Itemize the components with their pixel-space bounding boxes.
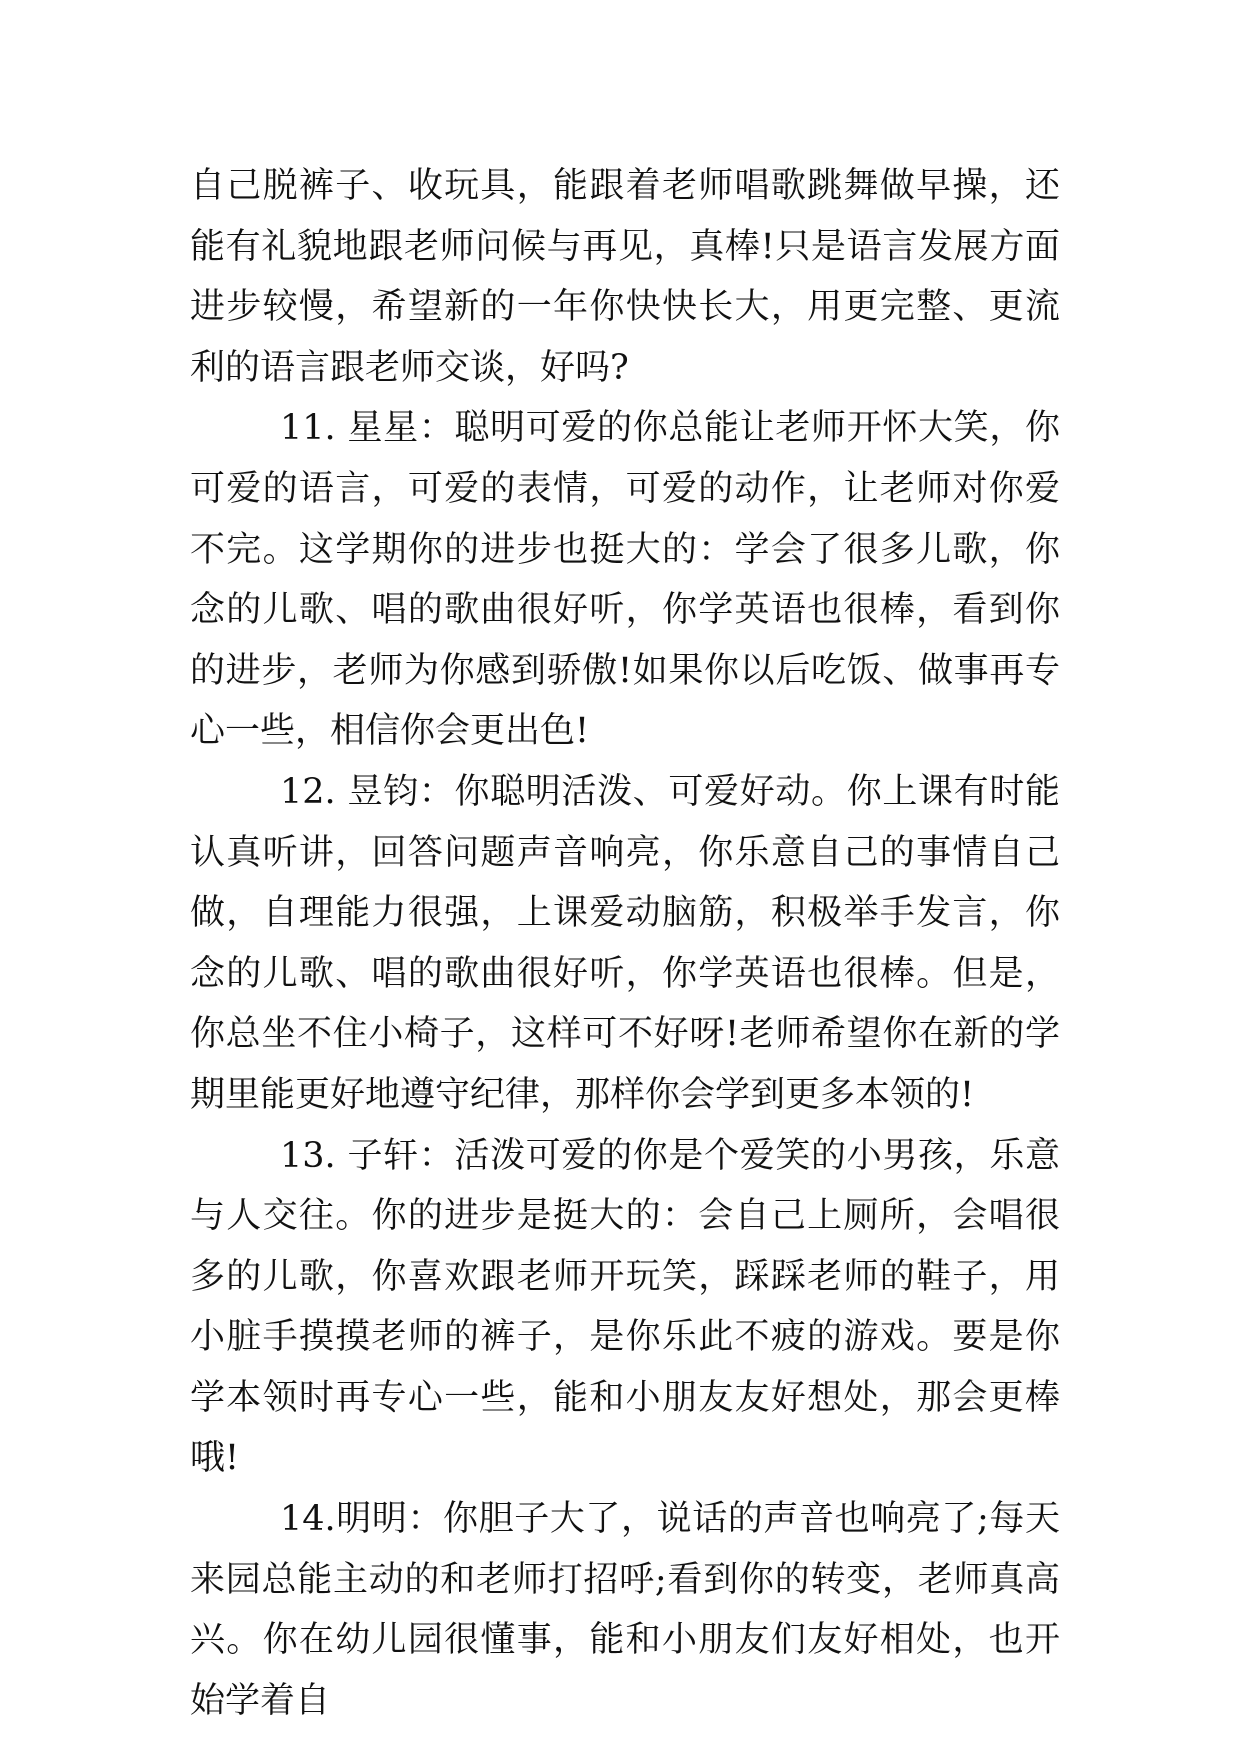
paragraph-item-11: 11. 星星：聪明可爱的你总能让老师开怀大笑，你可爱的语言，可爱的表情，可爱的动作，让老师对你爱不完。这学期你的进步也挺大的：学会了很多儿歌，你念的儿歌、唱的歌曲很好听，你学英语也很棒，看到你的进步，老师为你感到骄傲!如果你以后吃饭、做事再专心一些，相信你会更出色!	[190, 408, 1060, 752]
document-body	[190, 156, 1060, 1731]
paragraph-item-12: 12. 昱钧：你聪明活泼、可爱好动。你上课有时能认真听讲，回答问题声音响亮，你乐意自己的事情自己做，自理能力很强，上课爱动脑筋，积极举手发言，你念的儿歌、唱的歌曲很好听，你学英语也很棒。但是，你总坐不住小椅子，这样可不好呀!老师希望你在新的学期里能更好地遵守纪律，那样你会学到更多本领的!	[190, 771, 1060, 1115]
paragraph-continuation: 自己脱裤子、收玩具，能跟着老师唱歌跳舞做早操，还能有礼貌地跟老师问候与再见，真棒!只是语言发展方面进步较慢，希望新的一年你快快长大，用更完整、更流利的语言跟老师交谈，好吗?	[190, 166, 1060, 388]
paragraph-item-13: 13. 子轩：活泼可爱的你是个爱笑的小男孩，乐意与人交往。你的进步是挺大的：会自己上厕所，会唱很多的儿歌，你喜欢跟老师开玩笑，踩踩老师的鞋子，用小脏手摸摸老师的裤子，是你乐此不疲的游戏。要是你学本领时再专心一些，能和小朋友友好想处，那会更棒哦!	[190, 1135, 1060, 1479]
paragraph-item-14: 14.明明：你胆子大了，说话的声音也响亮了;每天来园总能主动的和老师打招呼;看到你的转变，老师真高兴。你在幼儿园很懂事，能和小朋友们友好相处，也开始学着自	[190, 1499, 1060, 1721]
